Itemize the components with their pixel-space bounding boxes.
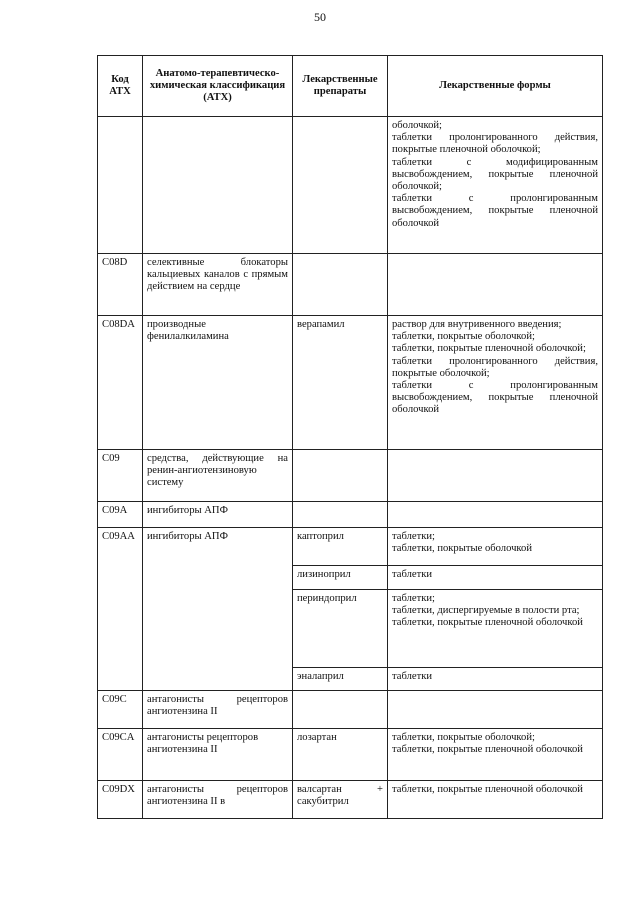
row-code: C08DA bbox=[98, 316, 143, 450]
row-forms: таблетки, покрытые пленочной оболочкой bbox=[388, 781, 603, 819]
row-code: C09A bbox=[98, 502, 143, 528]
row-forms bbox=[388, 691, 603, 729]
row-drug bbox=[293, 502, 388, 528]
row-forms: таблетки bbox=[388, 668, 603, 691]
atc-table bbox=[97, 55, 603, 819]
row-drug bbox=[293, 450, 388, 502]
row-classification bbox=[143, 117, 293, 254]
table-row bbox=[98, 781, 603, 819]
row-classification: антагонисты рецепторов ангиотензина II bbox=[143, 729, 293, 781]
row-drug bbox=[293, 691, 388, 729]
row-code: C09AA bbox=[98, 528, 143, 691]
row-code: C09CA bbox=[98, 729, 143, 781]
header-classification: Анатомо-терапевтическо-химическая классификация (АТХ) bbox=[143, 56, 293, 117]
row-forms bbox=[388, 502, 603, 528]
row-forms bbox=[388, 254, 603, 316]
row-forms: таблетки bbox=[388, 566, 603, 590]
header-code: Код АТХ bbox=[98, 56, 143, 117]
row-forms bbox=[388, 450, 603, 502]
row-classification: ингибиторы АПФ bbox=[143, 528, 293, 691]
row-drug: верапамил bbox=[293, 316, 388, 450]
row-classification: производные фенилалкиламина bbox=[143, 316, 293, 450]
row-classification: антагонисты рецепторов ангиотензина II в bbox=[143, 781, 293, 819]
page-number: 50 bbox=[314, 10, 326, 24]
row-classification: селективные блокаторы кальциевых каналов с прямым действием на сердце bbox=[143, 254, 293, 316]
table-row bbox=[98, 528, 603, 566]
row-code bbox=[98, 117, 143, 254]
table-row bbox=[98, 254, 603, 316]
row-drug: каптоприл bbox=[293, 528, 388, 566]
table-row bbox=[98, 691, 603, 729]
table-row bbox=[98, 450, 603, 502]
row-forms: раствор для внутривенного введения; таблетки, покрытые оболочкой; таблетки, покрытые пленочной оболочкой; таблетки пролонгированного действия, покрытые оболочкой; таблетки с пролонгированным высвобождением, покрытые пленочной оболочкой bbox=[388, 316, 603, 450]
row-drug: эналаприл bbox=[293, 668, 388, 691]
row-drug: периндоприл bbox=[293, 590, 388, 668]
table-header-row bbox=[98, 56, 603, 117]
table-row bbox=[98, 316, 603, 450]
row-code: C09C bbox=[98, 691, 143, 729]
header-forms: Лекарственные формы bbox=[388, 56, 603, 117]
row-drug bbox=[293, 254, 388, 316]
header-drugs: Лекарственные препараты bbox=[293, 56, 388, 117]
row-forms: таблетки; таблетки, покрытые оболочкой bbox=[388, 528, 603, 566]
row-code: C08D bbox=[98, 254, 143, 316]
row-drug: лозартан bbox=[293, 729, 388, 781]
table-row bbox=[98, 117, 603, 254]
row-forms: таблетки; таблетки, диспергируемые в полости рта; таблетки, покрытые пленочной оболочкой bbox=[388, 590, 603, 668]
row-drug: лизиноприл bbox=[293, 566, 388, 590]
table-row bbox=[98, 502, 603, 528]
table-row bbox=[98, 729, 603, 781]
row-drug bbox=[293, 117, 388, 254]
row-classification: средства, действующие на ренин-ангиотензиновую систему bbox=[143, 450, 293, 502]
row-drug: валсартан + сакубитрил bbox=[293, 781, 388, 819]
row-code: C09 bbox=[98, 450, 143, 502]
row-classification: ингибиторы АПФ bbox=[143, 502, 293, 528]
row-code: C09DX bbox=[98, 781, 143, 819]
row-classification: антагонисты рецепторов ангиотензина II bbox=[143, 691, 293, 729]
row-forms: оболочкой; таблетки пролонгированного действия, покрытые пленочной оболочкой; таблетки с модифицированным высвобождением, покрытые пленочной оболочкой; таблетки с пролонгированным высвобождением, покрытые пленочной оболочкой bbox=[388, 117, 603, 254]
row-forms: таблетки, покрытые оболочкой; таблетки, покрытые пленочной оболочкой bbox=[388, 729, 603, 781]
